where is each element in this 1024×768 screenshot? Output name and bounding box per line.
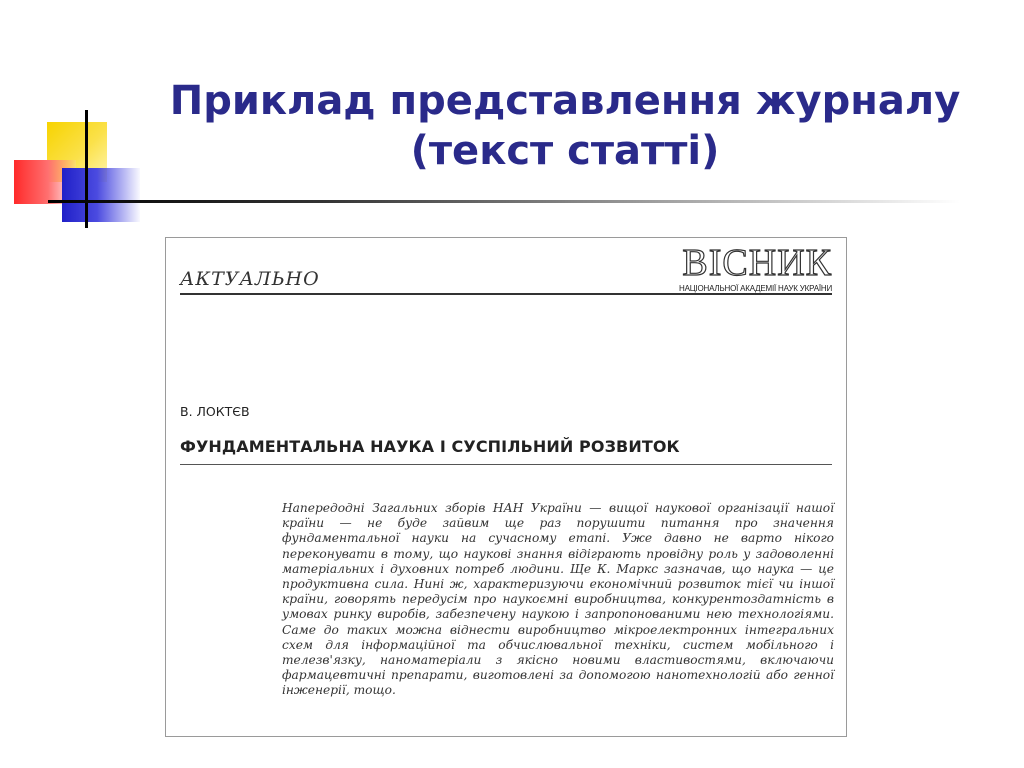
article-author: В. ЛОКТЄВ	[180, 404, 250, 419]
vertical-line-decoration	[85, 110, 88, 228]
journal-masthead	[679, 244, 832, 293]
article-title: ФУНДАМЕНТАЛЬНА НАУКА І СУСПІЛЬНИЙ РОЗВИТОК	[180, 437, 680, 456]
article-abstract: Напередодні Загальних зборів НАН України — вищої наукової організації нашої країни — не буде зайвим ще раз порушити питання про значення фундаментальної науки на сучасному етапі. Уже давно не варто нікого переконувати в тому, що наукові знання відіграють провідну роль у задоволенні матеріальних і духовних потреб людини. Ще К. Маркс зазначав, що наука — це продуктивна сила. Нині ж, характеризуючи економічний розвиток тієї чи іншої країни, говорять передусім про наукоємні виробництва, конкурентоздатність в умовах ринку виробів, забезпечену наукою і запропонованими нею технологіями. Саме до таких можна віднести виробництво мікроелектронних інтегральних схем для інформаційної та обчислювальної техніки, систем мобільного і телезв'язку, наноматеріали з якісно новими властивостями, включаючи фармацевтичні препарати, виготовлені за допомогою нанотехнологій або генної інженерії, тощо.	[282, 501, 834, 698]
header-rule	[180, 293, 832, 295]
title-rule	[180, 464, 832, 465]
masthead-name: ВІСНИК	[682, 242, 832, 284]
title-underline-decoration	[48, 200, 960, 203]
slide-title-line1: Приклад представлення журналу	[169, 78, 961, 124]
masthead-subtitle: НАЦІОНАЛЬНОЇ АКАДЕМІЇ НАУК УКРАЇНИ	[679, 284, 832, 293]
slide-title	[150, 76, 980, 176]
rubric-label: АКТУАЛЬНО	[180, 268, 320, 290]
slide-title-line2: (текст статті)	[410, 128, 720, 174]
journal-page	[165, 237, 847, 737]
blue-square-decoration	[62, 168, 140, 222]
